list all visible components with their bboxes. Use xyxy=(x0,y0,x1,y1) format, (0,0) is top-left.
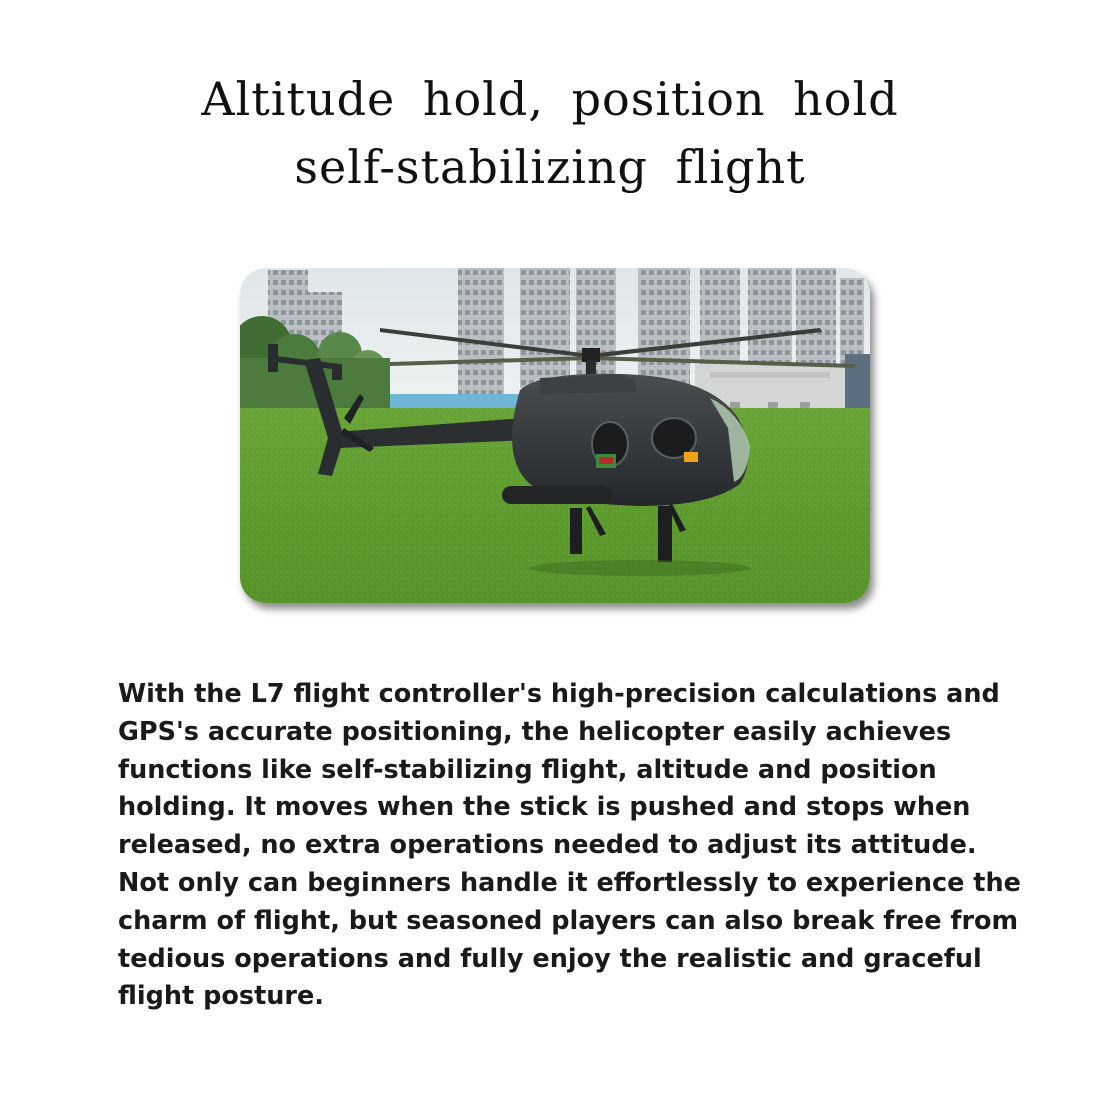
product-description xyxy=(118,676,1021,1016)
description-line: Not only can beginners handle it effortlessly to experience the xyxy=(118,867,1021,898)
description-line: holding. It moves when the stick is pushed and stops when xyxy=(118,792,971,823)
description-line: functions like self-stabilizing flight, altitude and position xyxy=(118,754,937,785)
description-line: released, no extra operations needed to adjust its attitude. xyxy=(118,830,977,861)
description-line: tedious operations and fully enjoy the realistic and graceful xyxy=(118,943,982,974)
description-line: charm of flight, but seasoned players can also break free from xyxy=(118,905,1019,936)
description-line: flight posture. xyxy=(118,981,324,1012)
product-photo xyxy=(240,268,870,603)
headline-line-1: Altitude hold, position hold xyxy=(201,72,899,126)
description-line: With the L7 flight controller's high-precision calculations and xyxy=(118,679,1000,709)
headline-line-2: self-stabilizing flight xyxy=(294,140,806,194)
description-line: GPS's accurate positioning, the helicopter easily achieves xyxy=(118,716,952,747)
